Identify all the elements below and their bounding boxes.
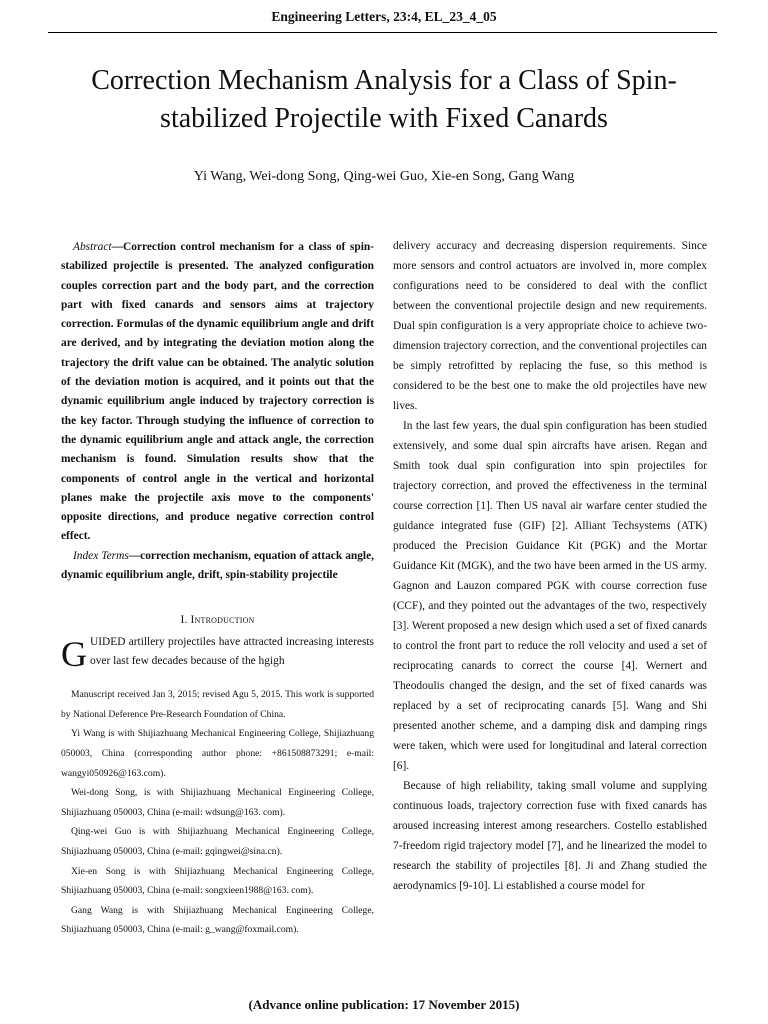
introduction-text: UIDED artillery projectiles have attracted increasing interests over last few decades because of the hgigh bbox=[90, 635, 374, 667]
footnote-author: Gang Wang is with Shijiazhuang Mechanical Engineering College, Shijiazhuang 050003, China (e-mail: g_wang@foxmail.com). bbox=[61, 904, 374, 936]
footnotes bbox=[61, 685, 374, 940]
publication-note: (Advance online publication: 17 November 2015) bbox=[248, 997, 520, 1012]
header-rule bbox=[48, 32, 717, 33]
footnote-author: Qing-wei Guo is with Shijiazhuang Mechanical Engineering College, Shijiazhuang 050003, China (e-mail: gqingwei@sina.cn). bbox=[61, 826, 374, 857]
body-paragraph: Because of high reliability, taking small volume and supplying continuous loads, trajectory correction fuse with fixed canards has aroused increasing interest among researchers. Costello established 7-freedom rigid trajectory model [7], and he linearized the model to research the stability of projectiles [8]. Ji and Zhang studied the aerodynamics [9-10]. Li established a course model for bbox=[393, 780, 707, 892]
body-paragraph: In the last few years, the dual spin configuration has been studied extensively, and some dual spin aircrafts have arisen. Regan and Smith took dual spin configuration into spin projectiles for trajectory correction, and proved the effectiveness in the terminal course correction [1]. Then US naval air warfare center studied the guidance integrated fuse (GIF) [2]. Alliant Techsystems (ATK) produced the Precision Guidance Kit (PGK) and the Mortar Guidance Kit (MGK), and the two have been armed in the US army. Gagnon and Lauzon compared PGK with course correction fuse (CCF), and they pointed out the advantages of the two, respectively [3]. Werent proposed a new design which used a set of fixed canards to control the front part to reduce the roll velocity and used a set of reciprocating canards to correct the course [4]. Wernert and Theodoulis changed the design, and the set of fixed canards was replaced by a set of reciprocating canards [5]. Wang and Shi presented another scheme, and a damping disk and damping rings were taken, which were used for longitudinal and lateral correction [6]. bbox=[393, 420, 707, 772]
running-head: Engineering Letters, 23:4, EL_23_4_05 bbox=[271, 9, 497, 24]
drop-cap: G bbox=[61, 633, 87, 674]
abstract bbox=[61, 238, 374, 547]
footnote-author: Yi Wang is with Shijiazhuang Mechanical Engineering College, Shijiazhuang 050003, China (corresponding author phone: +861508873291; e-mail: wangyi050926@163.com). bbox=[61, 728, 374, 779]
body-paragraph: delivery accuracy and decreasing dispersion requirements. Since more sensors and control actuators are involved in, more complex configurations need to be considered to deal with the conflict between the conventional projectile design and new requirements. Dual spin configuration is a very appropriate choice to achieve two-dimension trajectory correction, and the conventional projectiles can be simply retrofitted by replacing the fuse, so this method is considered to be the best one to make the old projectiles have new lives. bbox=[393, 240, 707, 412]
abstract-text: —Correction control mechanism for a class of spin-stabilized projectile is presented. The analyzed configuration couples correction part and the body part, and the correction part with fixed canards and sensors aims at trajectory correction. Formulas of the dynamic equilibrium angle and drift are derived, and by integrating the deviation motion along the trajectory the drift value can be obtained. The analytic solution of the deviation motion is acquired, and it points out that the dynamic equilibrium angle induced by trajectory correction is the key factor. Through studying the influence of correction to the dynamic equilibrium angle and attack angle, the correction mechanism is found. Simulation results show that the components of control angle in the vertical and horizontal planes make the projectile axis move to the components' opposite directions, and produce negative correction control effect. bbox=[61, 241, 374, 543]
index-terms-label: Index Terms bbox=[73, 549, 129, 562]
left-column bbox=[61, 238, 374, 940]
footnote-manuscript: Manuscript received Jan 3, 2015; revised Agu 5, 2015. This work is supported by National Deference Pre-Research Foundation of China. bbox=[61, 689, 374, 720]
paper-title: Correction Mechanism Analysis for a Class of Spin-stabilized Projectile with Fixed Canards bbox=[91, 65, 677, 134]
footnote-author: Xie-en Song is with Shijiazhuang Mechanical Engineering College, Shijiazhuang 050003, China (e-mail: songxieen1988@163. com). bbox=[61, 865, 374, 897]
index-terms bbox=[61, 547, 374, 586]
author-list: Yi Wang, Wei-dong Song, Qing-wei Guo, Xie-en Song, Gang Wang bbox=[193, 169, 575, 184]
right-column bbox=[393, 236, 707, 896]
introduction-paragraph bbox=[61, 633, 374, 672]
section-heading-introduction: I. Introduction bbox=[180, 614, 255, 627]
abstract-label: Abstract bbox=[73, 241, 112, 253]
footnote-author: Wei-dong Song, is with Shijiazhuang Mechanical Engineering College, Shijiazhuang 050003, China (e-mail: wdsung@163. com). bbox=[61, 787, 374, 818]
index-terms-text: —correction mechanism, equation of attack angle, dynamic equilibrium angle, drift, spin-stability projectile bbox=[61, 549, 374, 582]
